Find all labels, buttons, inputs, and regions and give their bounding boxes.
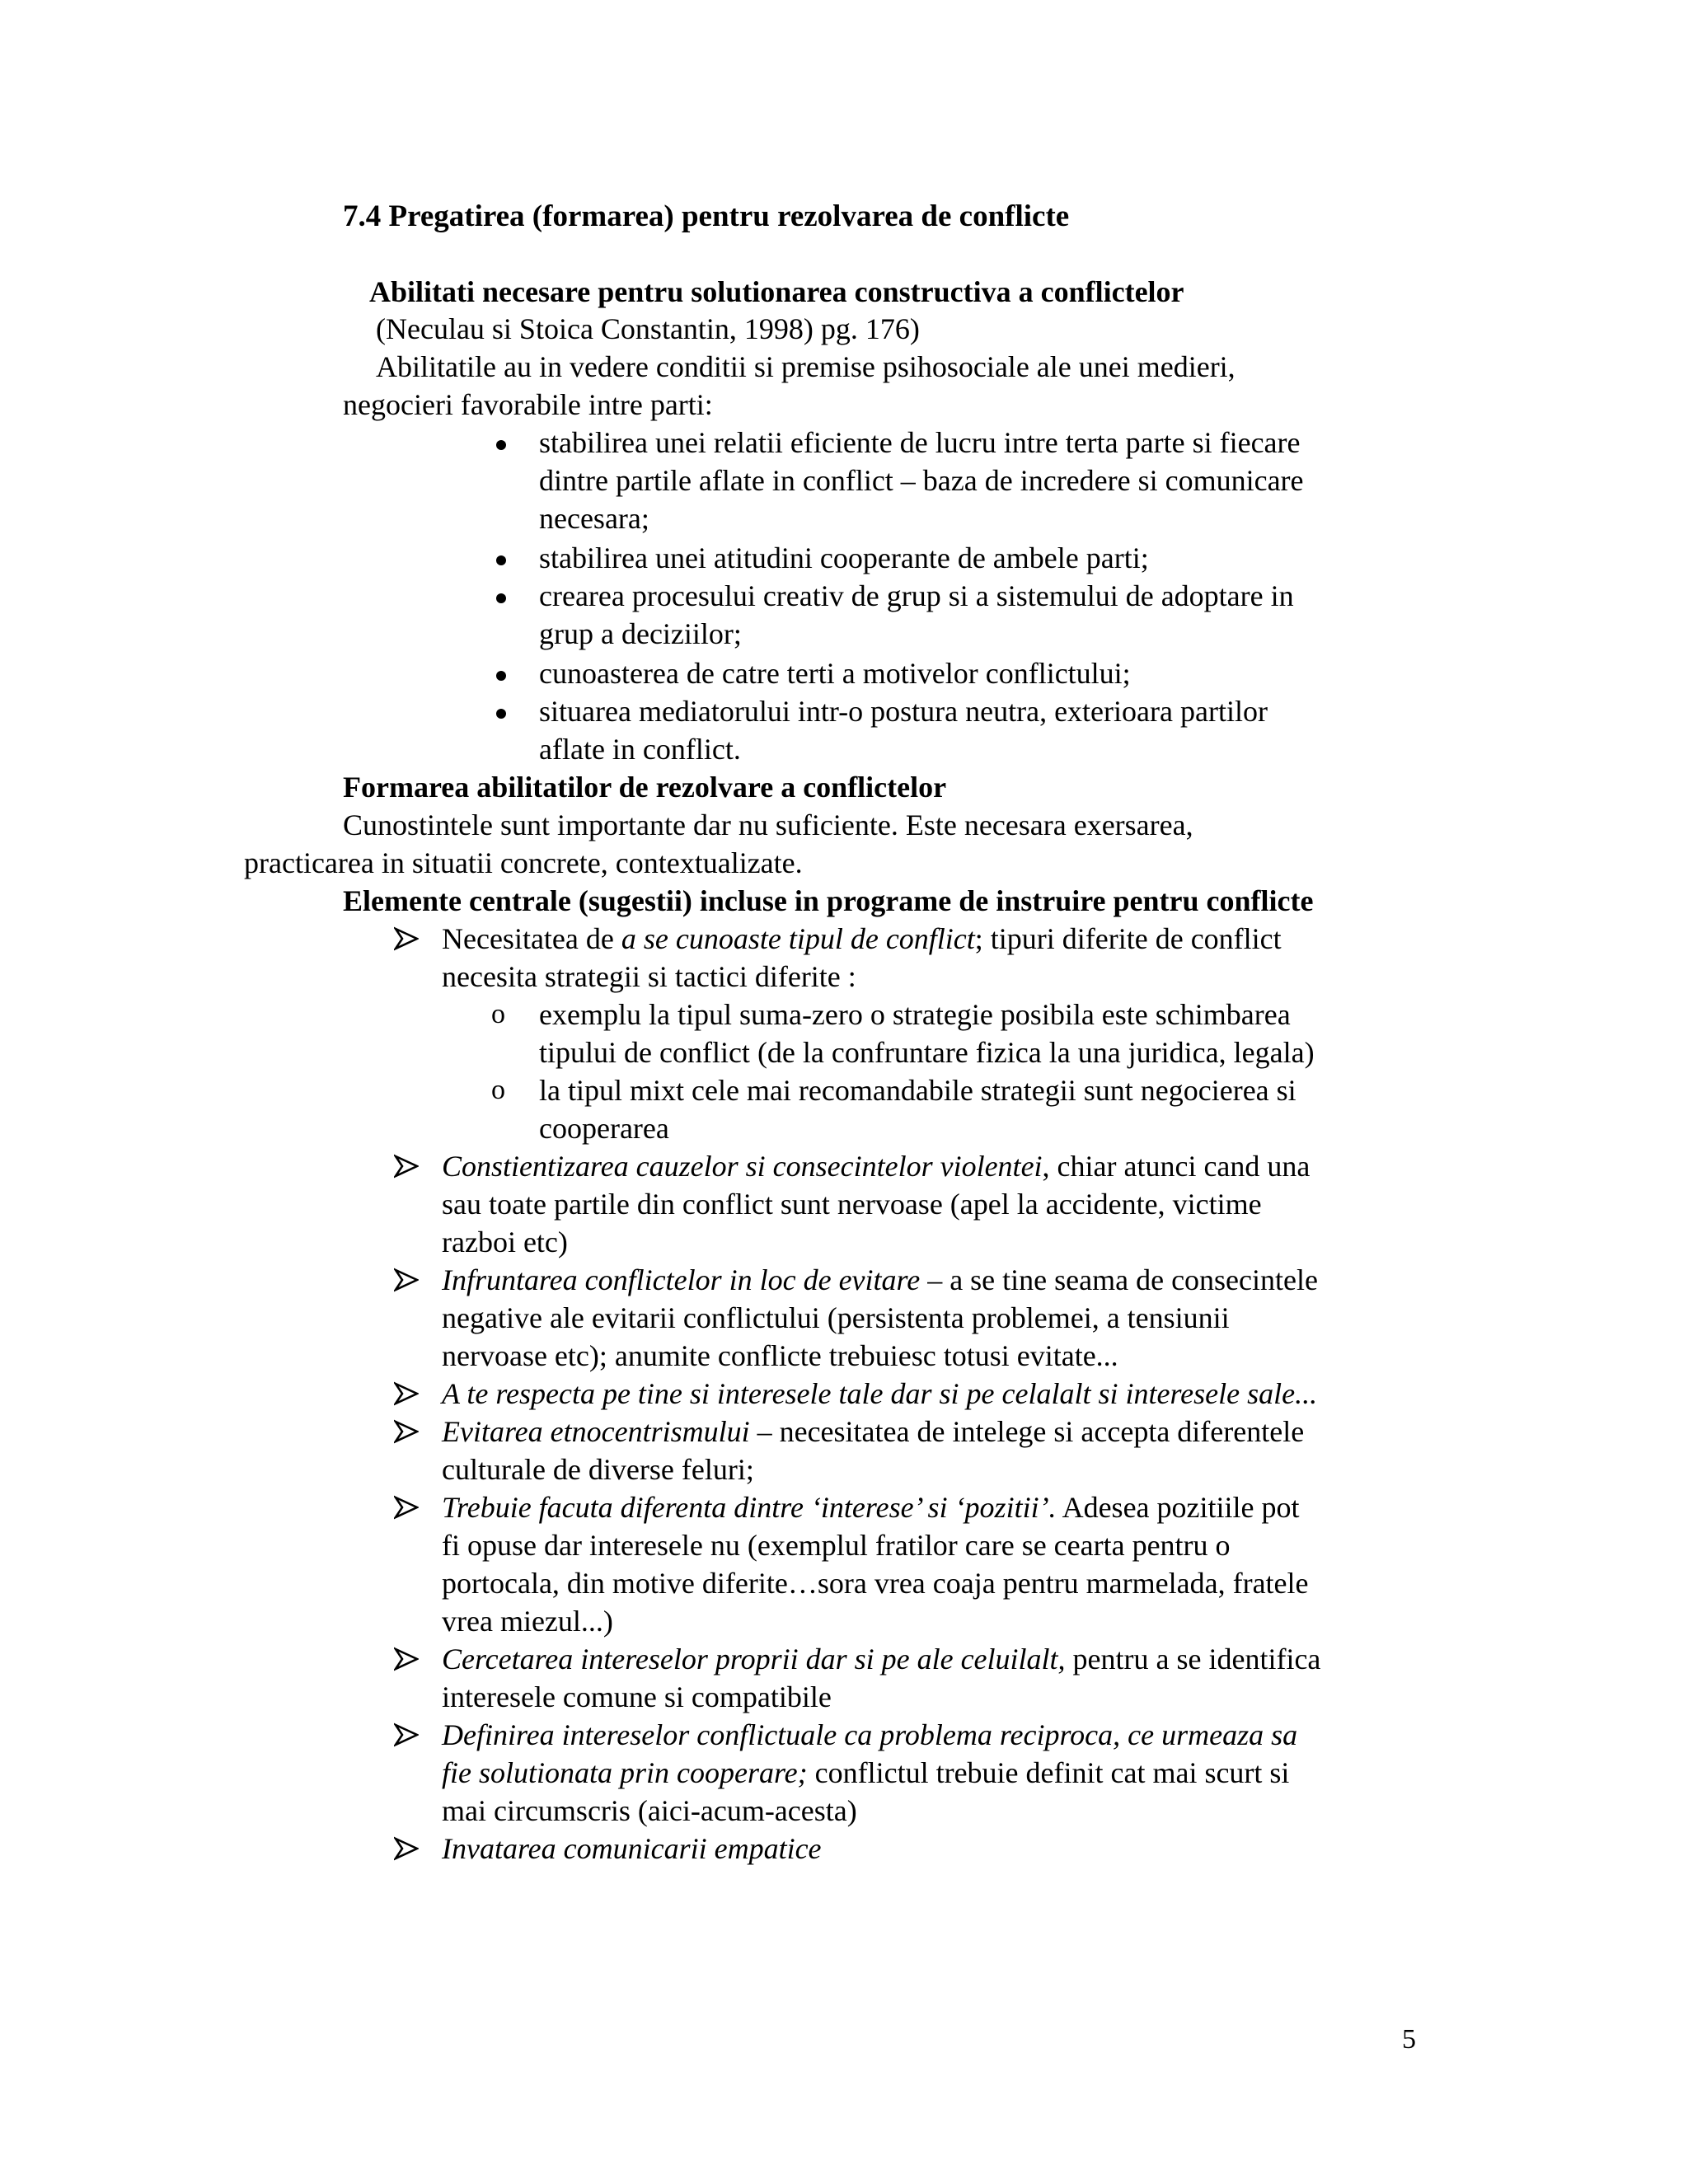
arrowhead-icon — [394, 1419, 419, 1444]
list-item-line: nervoase etc); anumite conflicte trebuiesc totusi evitate... — [442, 1339, 1118, 1372]
subsection-title-training: Formarea abilitatilor de rezolvare a conflictelor — [343, 771, 947, 804]
list-item-line: Constientizarea cauzelor si consecintelor violentei, chiar atunci cand una — [442, 1150, 1311, 1183]
list-item-line: cooperarea — [539, 1112, 669, 1145]
intro-line-1: Abilitatile au in vedere conditii si premise psihosociale ale unei medieri, — [376, 350, 1236, 383]
bullet-dot-icon — [496, 555, 506, 565]
list-item-line: sau toate partile din conflict sunt nervoase (apel la accidente, victime — [442, 1188, 1262, 1221]
list-item-line: razboi etc) — [442, 1226, 568, 1258]
arrowhead-icon — [394, 1495, 419, 1520]
training-text-line-1: Cunostintele sunt importante dar nu suficiente. Este necesara exersarea, — [343, 808, 1193, 841]
bullet-dot-icon — [496, 593, 506, 603]
bullet-dot-icon — [496, 440, 506, 450]
list-item-line: necesara; — [539, 502, 649, 535]
training-text-line-2: practicarea in situatii concrete, contextualizate. — [244, 846, 803, 879]
list-item-line: necesita strategii si tactici diferite : — [442, 960, 856, 993]
subsection-title-elements: Elemente centrale (sugestii) incluse in programe de instruire pentru conflicte — [343, 884, 1314, 917]
circle-bullet-icon: o — [491, 1075, 505, 1105]
list-item-line: exemplu la tipul suma-zero o strategie posibila este schimbarea — [539, 998, 1291, 1031]
list-item-line: portocala, din motive diferite…sora vrea coaja pentru marmelada, fratele — [442, 1567, 1309, 1600]
list-item-line: aflate in conflict. — [539, 733, 741, 766]
circle-bullet-icon: o — [491, 999, 505, 1029]
arrowhead-icon — [394, 926, 419, 951]
bullet-dot-icon — [496, 709, 506, 719]
arrowhead-icon — [394, 1647, 419, 1671]
list-item-line: culturale de diverse feluri; — [442, 1453, 754, 1486]
page-number: 5 — [1402, 2024, 1416, 2055]
bullet-dot-icon — [496, 671, 506, 681]
list-item-line: cunoasterea de catre terti a motivelor conflictului; — [539, 657, 1131, 690]
list-item-line: Invatarea comunicarii empatice — [442, 1832, 822, 1865]
list-item-line: Definirea intereselor conflictuale ca problema reciproca, ce urmeaza sa — [442, 1718, 1298, 1751]
list-item-line: Infruntarea conflictelor in loc de evitare – a se tine seama de consecintele — [442, 1263, 1318, 1296]
list-item-line: situarea mediatorului intr-o postura neutra, exterioara partilor — [539, 695, 1268, 728]
list-item-line: vrea miezul...) — [442, 1605, 613, 1638]
list-item-line: Necesitatea de a se cunoaste tipul de conflict; tipuri diferite de conflict — [442, 922, 1282, 955]
list-item-line: stabilirea unei atitudini cooperante de ambele parti; — [539, 541, 1149, 574]
list-item-line: Cercetarea intereselor proprii dar si pe ale celuilalt, pentru a se identifica — [442, 1643, 1321, 1675]
citation: (Neculau si Stoica Constantin, 1998) pg. 176) — [376, 312, 920, 345]
intro-line-2: negocieri favorabile intre parti: — [343, 388, 713, 421]
list-item-line: grup a deciziilor; — [539, 617, 742, 650]
arrowhead-icon — [394, 1268, 419, 1292]
list-item-line: Trebuie facuta diferenta dintre ‘interese’ si ‘pozitii’. Adesea pozitiile pot — [442, 1491, 1300, 1524]
list-item-line: stabilirea unei relatii eficiente de lucru intre terta parte si fiecare — [539, 426, 1301, 459]
list-item-line: A te respecta pe tine si interesele tale dar si pe celalalt si interesele sale... — [442, 1377, 1318, 1410]
subsection-title-abilities: Abilitati necesare pentru solutionarea constructiva a conflictelor — [369, 275, 1184, 308]
list-item-line: interesele comune si compatibile — [442, 1680, 832, 1713]
arrowhead-icon — [394, 1381, 419, 1406]
arrowhead-icon — [394, 1154, 419, 1179]
list-item-line: la tipul mixt cele mai recomandabile strategii sunt negocierea si — [539, 1074, 1296, 1107]
list-item-line: fi opuse dar interesele nu (exemplul fratilor care se cearta pentru o — [442, 1529, 1231, 1562]
section-heading: 7.4 Pregatirea (formarea) pentru rezolvarea de conflicte — [343, 199, 1070, 233]
arrowhead-icon — [394, 1836, 419, 1861]
list-item-line: fie solutionata prin cooperare; conflictul trebuie definit cat mai scurt si — [442, 1756, 1290, 1789]
list-item-line: tipului de conflict (de la confruntare fizica la una juridica, legala) — [539, 1036, 1315, 1069]
list-item-line: Evitarea etnocentrismului – necesitatea de intelege si accepta diferentele — [442, 1415, 1305, 1448]
list-item-line: crearea procesului creativ de grup si a sistemului de adoptare in — [539, 579, 1294, 612]
list-item-line: mai circumscris (aici-acum-acesta) — [442, 1794, 857, 1827]
list-item-line: dintre partile aflate in conflict – baza de incredere si comunicare — [539, 464, 1304, 497]
list-item-line: negative ale evitarii conflictului (persistenta problemei, a tensiunii — [442, 1301, 1230, 1334]
arrowhead-icon — [394, 1722, 419, 1747]
